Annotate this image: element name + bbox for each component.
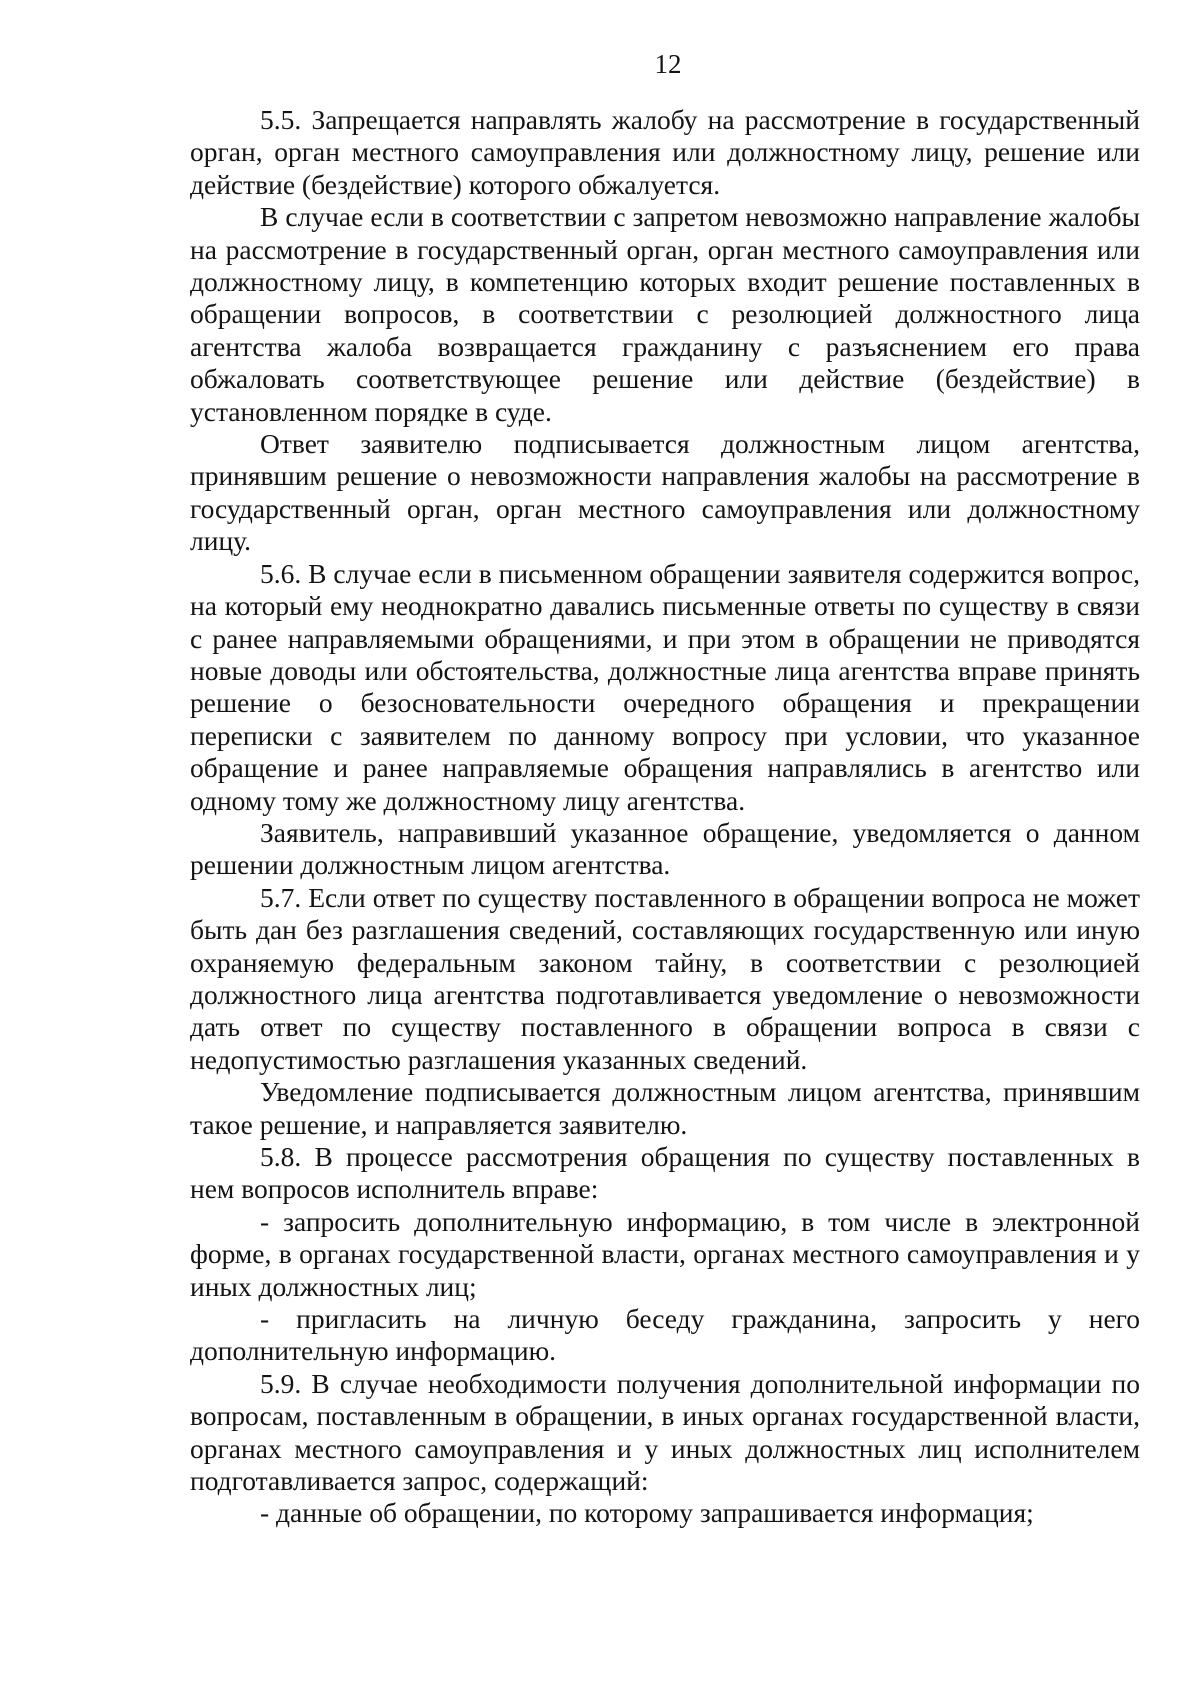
paragraph-5-5: 5.5. Запрещается направлять жалобу на рассмотрение в государственный орган, орган местного самоуправления или должностному лицу, решение или действие (бездействие) которого обжалуется.: [190, 104, 1140, 200]
document-body: [190, 104, 1140, 1530]
paragraph-5-7-notification-signature: Уведомление подписывается должностным лицом агентства, принявшим такое решение, и направляется заявителю.: [190, 1076, 1140, 1140]
paragraph-5-6: 5.6. В случае если в письменном обращении заявителя содержится вопрос, на который ему неоднократно давались письменные ответы по существу в связи с ранее направляемыми обращениями, и при этом в обращении не приводятся новые доводы или обстоятельства, должностные лица агентства вправе принять решение о безосновательности очередного обращения и прекращении переписки с заявителем по данному вопросу при условии, что указанное обращение и ранее направляемые обращения направлялись в агентство или одному тому же должностному лицу агентства.: [190, 557, 1140, 816]
paragraph-5-5-return-complaint: В случае если в соответствии с запретом невозможно направление жалобы на рассмотрение в государственный орган, орган местного самоуправления или должностному лицу, в компетенцию которых входит решение поставленных в обращении вопросов, в соответствии с резолюцией должностного лица агентства жалоба возвращается гражданину с разъяснением его права обжаловать соответствующее решение или действие (бездействие) в установленном порядке в суде.: [190, 201, 1140, 427]
list-item-request-information: - запросить дополнительную информацию, в том числе в электронной форме, в органах государственной власти, органах местного самоуправления и у иных должностных лиц;: [190, 1205, 1140, 1302]
paragraph-5-7: 5.7. Если ответ по существу поставленного в обращении вопроса не может быть дан без разглашения сведений, составляющих государственную или иную охраняемую федеральным законом тайну, в соответствии с резолюцией должностного лица агентства подготавливается уведомление о невозможности дать ответ по существу поставленного в обращении вопроса в связи с недопустимостью разглашения указанных сведений.: [190, 881, 1140, 1075]
paragraph-5-8: 5.8. В процессе рассмотрения обращения по существу поставленных в нем вопросов исполнитель вправе:: [190, 1141, 1140, 1205]
paragraph-5-9: 5.9. В случае необходимости получения дополнительной информации по вопросам, поставленным в обращении, в иных органах государственной власти, органах местного самоуправления и у иных должностных лиц исполнителем подготавливается запрос, содержащий:: [190, 1367, 1140, 1497]
page-number: 12: [654, 49, 682, 79]
paragraph-5-6-notification: Заявитель, направивший указанное обращение, уведомляется о данном решении должностным лицом агентства.: [190, 816, 1140, 881]
paragraph-5-5-answer-signature: Ответ заявителю подписывается должностным лицом агентства, принявшим решение о невозможности направления жалобы на рассмотрение в государственный орган, орган местного самоуправления или должностному лицу.: [190, 428, 1140, 557]
list-item-invite-citizen: - пригласить на личную беседу гражданина, запросить у него дополнительную информацию.: [190, 1303, 1140, 1367]
list-item-appeal-data: - данные об обращении, по которому запрашивается информация;: [260, 1497, 1034, 1529]
